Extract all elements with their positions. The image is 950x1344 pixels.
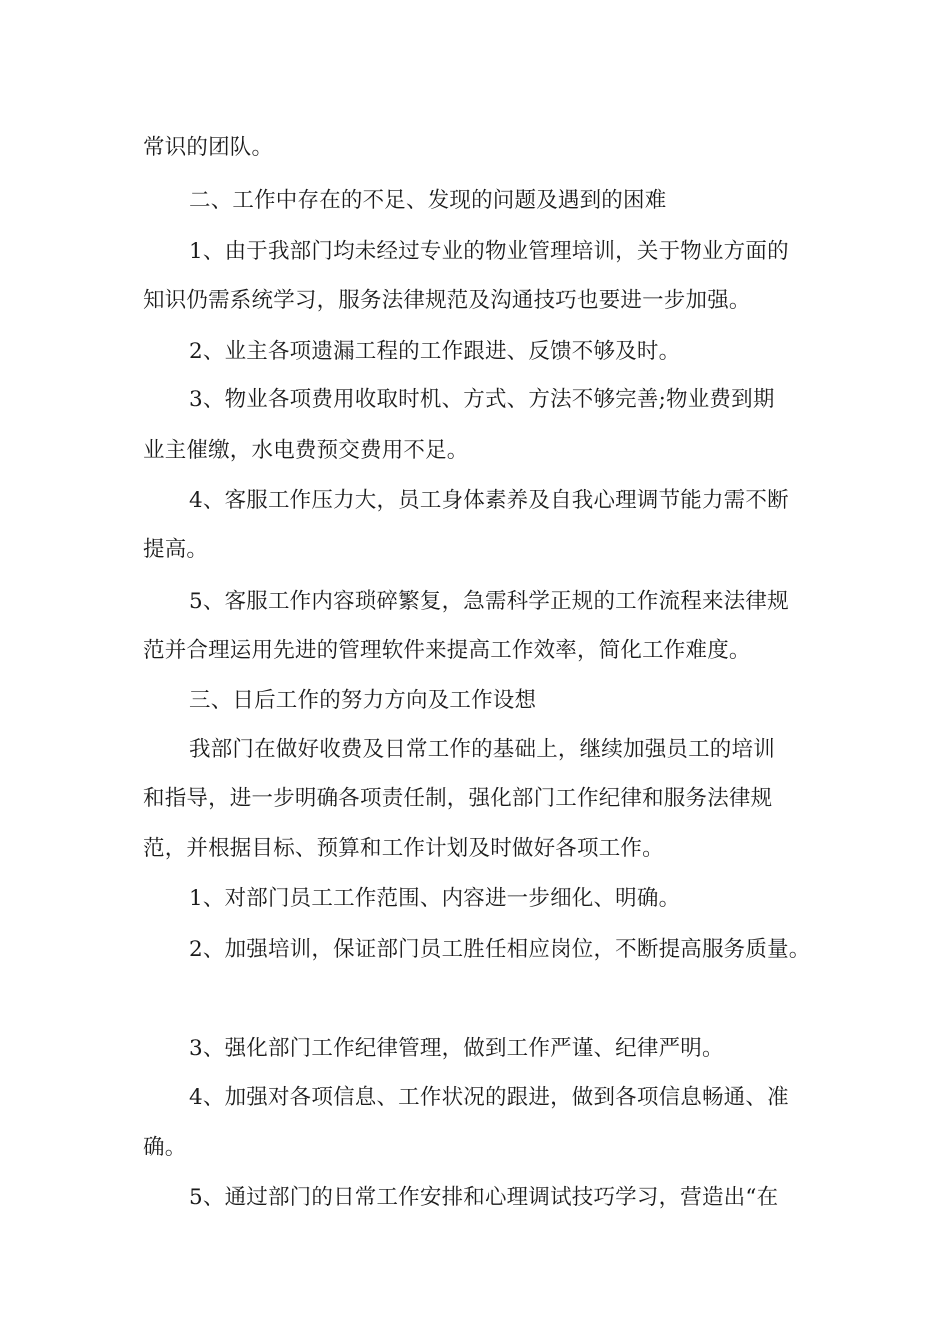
section-heading-2: 二、工作中存在的不足、发现的问题及遇到的困难 xyxy=(189,188,667,213)
text-line: 4、加强对各项信息、工作状况的跟进，做到各项信息畅通、准 xyxy=(189,1085,789,1110)
text-line: 知识仍需系统学习，服务法律规范及沟通技巧也要进一步加强。 xyxy=(143,288,751,313)
text-line: 业主催缴，水电费预交费用不足。 xyxy=(143,438,469,463)
text-line: 5、通过部门的日常工作安排和心理调试技巧学习，营造出“在 xyxy=(189,1185,779,1210)
text-line: 5、客服工作内容琐碎繁复，急需科学正规的工作流程来法律规 xyxy=(189,589,789,614)
text-line: 3、物业各项费用收取时机、方式、方法不够完善;物业费到期 xyxy=(189,387,775,412)
section-heading-3: 三、日后工作的努力方向及工作设想 xyxy=(189,688,537,713)
text-line: 1、由于我部门均未经过专业的物业管理培训，关于物业方面的 xyxy=(189,239,789,264)
text-line: 1、对部门员工工作范围、内容进一步细化、明确。 xyxy=(189,886,681,911)
text-line: 范并合理运用先进的管理软件来提高工作效率，简化工作难度。 xyxy=(143,638,751,663)
text-line: 范，并根据目标、预算和工作计划及时做好各项工作。 xyxy=(143,836,664,861)
text-line: 2、业主各项遗漏工程的工作跟进、反馈不够及时。 xyxy=(189,339,681,364)
text-line: 提高。 xyxy=(143,537,209,562)
text-line: 确。 xyxy=(143,1135,187,1160)
text-line: 3、强化部门工作纪律管理，做到工作严谨、纪律严明。 xyxy=(189,1036,724,1061)
text-line: 常识的团队。 xyxy=(143,135,274,160)
text-line: 和指导，进一步明确各项责任制，强化部门工作纪律和服务法律规 xyxy=(143,786,773,811)
text-line: 2、加强培训，保证部门员工胜任相应岗位，不断提高服务质量。 xyxy=(189,937,811,962)
text-line: 我部门在做好收费及日常工作的基础上，继续加强员工的培训 xyxy=(189,737,775,762)
text-line: 4、客服工作压力大，员工身体素养及自我心理调节能力需不断 xyxy=(189,488,789,513)
